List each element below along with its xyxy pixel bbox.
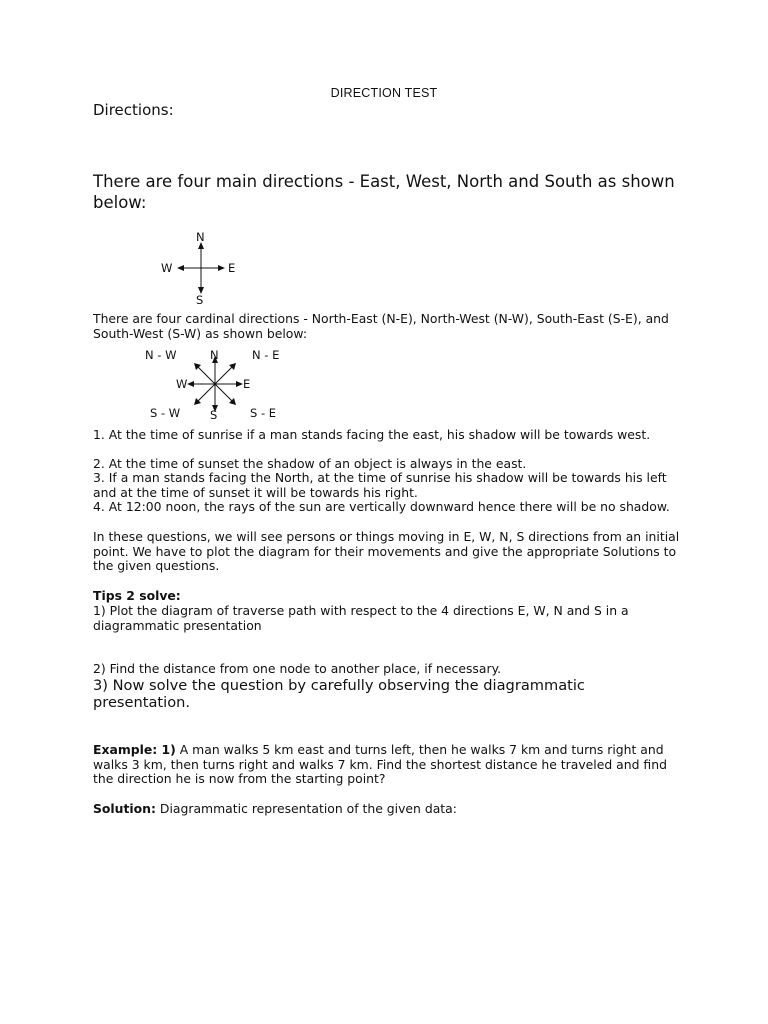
- main-directions-intro: There are four main directions - East, West, North and South as shown below:: [93, 172, 675, 212]
- example-text: A man walks 5 km east and turns left, then he walks 7 km and turns right and walks 3 km, then turns right and walks 7 km. Find the shortest distance he traveled and find the direction he is now from the starting point?: [93, 742, 667, 787]
- compass-4-directions-diagram: [150, 228, 250, 306]
- fact-1: 1. At the time of sunrise if a man stands facing the east, his shadow will be towards west.: [93, 427, 651, 442]
- compass4-south-label: S: [196, 293, 204, 306]
- tip-2: 2) Find the distance from one node to another place, if necessary.: [93, 661, 502, 676]
- directions-heading: Directions:: [93, 101, 174, 119]
- example-label: Example: 1): [93, 742, 176, 757]
- compass8-south-label: S: [210, 408, 218, 422]
- compass4-west-label: W: [161, 261, 173, 275]
- solution-paragraph: [93, 802, 683, 817]
- compass8-west-label: W: [176, 377, 188, 391]
- compass8-southeast-label: S - E: [250, 406, 277, 420]
- tip-1: 1) Plot the diagram of traverse path with respect to the 4 directions E, W, N and S in a diagrammatic presentation: [93, 603, 629, 633]
- cardinal-directions-intro: There are four cardinal directions - North-East (N-E), North-West (N-W), South-East (S-E), and South-West (S-W) as shown below:: [93, 311, 669, 341]
- fact-4: 4. At 12:00 noon, the rays of the sun are vertically downward hence there will be no shadow.: [93, 499, 670, 514]
- compass4-east-label: E: [228, 261, 236, 275]
- movement-paragraph: In these questions, we will see persons or things moving in E, W, N, S directions from an initial point. We have to plot the diagram for their movements and give the appropriate Solutions to the given questions.: [93, 529, 680, 574]
- fact-2: 2. At the time of sunset the shadow of an object is always in the east.: [93, 456, 527, 471]
- fact-3: 3. If a man stands facing the North, at the time of sunrise his shadow will be towards his left and at the time of sunset it will be towards his right.: [93, 470, 667, 500]
- example-paragraph: [93, 743, 683, 787]
- compass-8-directions-diagram: [140, 345, 290, 423]
- compass8-north-label: N: [210, 348, 219, 362]
- compass8-northeast-label: N - E: [252, 348, 280, 362]
- compass4-north-label: N: [196, 230, 205, 244]
- tips-heading: [93, 589, 683, 604]
- tip-3: 3) Now solve the question by carefully observing the diagrammatic presentation.: [93, 677, 585, 711]
- compass8-east-label: E: [243, 377, 251, 391]
- compass8-northwest-label: N - W: [145, 348, 177, 362]
- solution-text: Diagrammatic representation of the given data:: [155, 801, 457, 816]
- compass8-southwest-label: S - W: [150, 406, 181, 420]
- solution-label: Solution:: [93, 801, 156, 816]
- tips-heading-text: Tips 2 solve:: [93, 588, 181, 603]
- page-title: DIRECTION TEST: [330, 86, 438, 100]
